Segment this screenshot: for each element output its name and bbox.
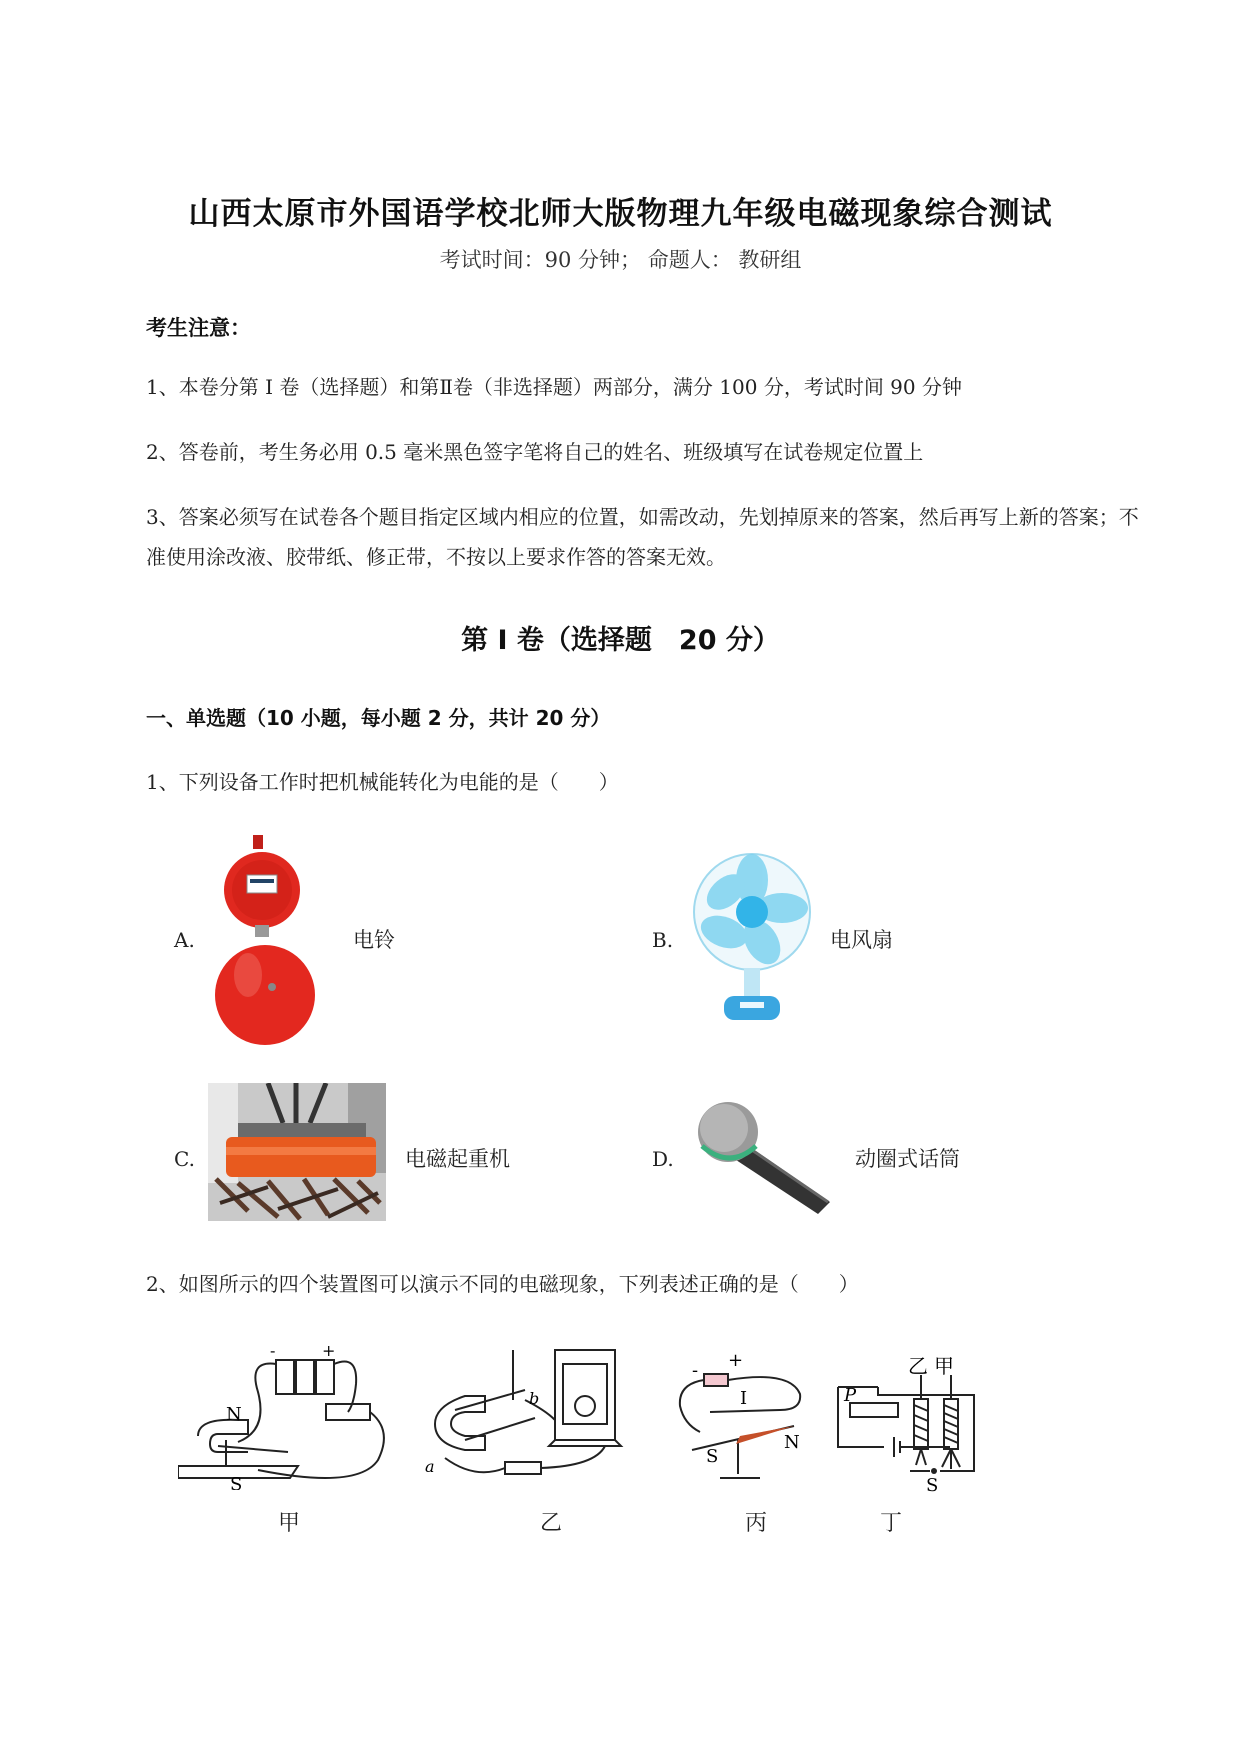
notice-item-1: 1、本卷分第 I 卷（选择题）和第Ⅱ卷（非选择题）两部分，满分 100 分，考试时间 90 分钟	[146, 375, 962, 399]
fig-bing-mark-s: S	[706, 1446, 719, 1467]
fig-yi-mark-b: b	[529, 1389, 540, 1408]
option-b-text: 电风扇	[830, 928, 893, 952]
figure-jia-diagram	[178, 1340, 403, 1490]
figure-yi-label: 乙	[540, 1511, 563, 1536]
fig-bing-mark-i: I	[740, 1388, 748, 1409]
electric-fan-icon	[690, 850, 820, 1025]
page-title: 山西太原市外国语学校北师大版物理九年级电磁现象综合测试	[188, 196, 1053, 232]
notice-item-3: 3、答案必须写在试卷各个题目指定区域内相应的位置，如需改动，先划掉原来的答案，然后再写上新的答案；不准使用涂改液、胶带纸、修正带，不按以上要求作答的答案无效。	[146, 505, 1139, 569]
option-c-letter: C.	[174, 1147, 195, 1171]
figure-ding-diagram	[830, 1355, 995, 1495]
fig-bing-mark-plus: +	[728, 1350, 744, 1371]
fig-jia-mark-minus: -	[270, 1341, 276, 1360]
fig-bing-mark-n: N	[784, 1432, 800, 1453]
fig-jia-mark-n: N	[226, 1404, 242, 1425]
dynamic-microphone-icon	[690, 1098, 840, 1216]
option-a-letter: A.	[174, 928, 195, 952]
option-d-text: 动圈式话筒	[855, 1147, 960, 1171]
notice-label: 考生注意：	[146, 316, 251, 340]
figure-bing-label: 丙	[745, 1511, 768, 1536]
figure-bing-diagram	[670, 1350, 815, 1485]
question-1: 1、下列设备工作时把机械能转化为电能的是（ ）	[146, 770, 619, 794]
fig-yi-mark-a: a	[425, 1457, 435, 1476]
question-2: 2、如图所示的四个装置图可以演示不同的电磁现象，下列表述正确的是（ ）	[146, 1272, 859, 1296]
notice-item-2: 2、答卷前，考生务必用 0.5 毫米黑色签字笔将自己的姓名、班级填写在试卷规定位置上	[146, 440, 924, 464]
option-a-text: 电铃	[353, 928, 395, 952]
section-title: 第 I 卷（选择题 20 分）	[461, 625, 780, 656]
fig-jia-mark-plus: +	[322, 1341, 336, 1360]
fig-ding-mark-jia: 甲	[934, 1355, 954, 1378]
fig-ding-mark-s: S	[926, 1475, 939, 1495]
part-title: 一、单选题（10 小题，每小题 2 分，共计 20 分）	[146, 706, 611, 730]
option-b-letter: B.	[652, 928, 674, 952]
fig-bing-mark-minus: -	[692, 1360, 699, 1381]
option-c-text: 电磁起重机	[405, 1147, 510, 1171]
option-d-letter: D.	[652, 1147, 674, 1171]
electromagnetic-crane-icon	[208, 1083, 386, 1221]
fig-jia-mark-s: S	[230, 1474, 243, 1490]
fig-ding-mark-p: P	[844, 1385, 857, 1406]
figure-yi-diagram	[425, 1340, 640, 1490]
figure-ding-label: 丁	[880, 1511, 903, 1536]
electric-bell-icon	[210, 835, 320, 1045]
figure-jia-label: 甲	[278, 1511, 301, 1536]
exam-info: 考试时间：90 分钟； 命题人： 教研组	[439, 248, 802, 272]
fig-ding-mark-yi: 乙	[908, 1355, 928, 1378]
